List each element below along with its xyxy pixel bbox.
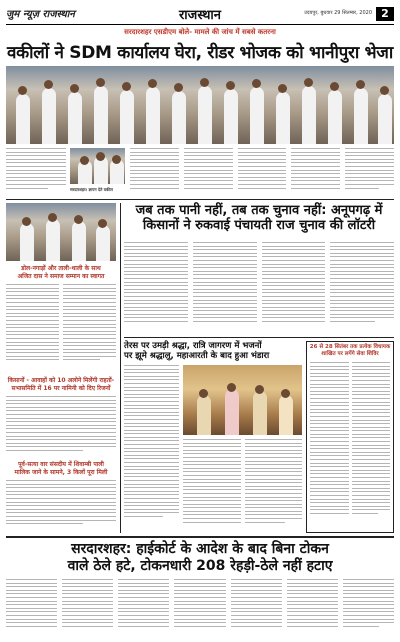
story3-body-left: [124, 365, 179, 533]
left-headline-3: [6, 461, 116, 476]
left-top-photo: [6, 203, 116, 261]
right-box-headline-line-1: 26 से 28 सितंबर तक प्रत्येक विधायक: [309, 344, 391, 350]
left-column-rule: [120, 203, 121, 533]
story-divider: [124, 337, 394, 338]
story3-headline: [124, 341, 302, 361]
lead-body-col-1: [6, 148, 66, 196]
left-body-3: [6, 480, 116, 530]
lead-inset-photo: [70, 148, 125, 184]
left-headline-3-line-2: मालिक जाने के सामने, 3 किलों पूरा मिली: [14, 468, 108, 476]
story3-headline-line-2: पर झूमे श्रद्धालु, महाआरती के बाद हुआ भंडारा: [124, 351, 270, 361]
left-body-2: [6, 396, 116, 456]
left-headline-1-line-1: डोल-नगाड़ों और ताली-थाली के साथ: [21, 265, 101, 272]
story4-body: [6, 579, 394, 634]
lead-headline: वकीलों ने SDM कार्यालय घेरा, रीडर भोजक को भानीपुरा भेजा: [6, 43, 394, 63]
left-headline-1: [6, 265, 116, 280]
story2-headline-line-2: किसानों ने रुकवाई पंचायती राज चुनाव की लॉटरी: [142, 218, 376, 233]
lead-photo-caption: सरदारशहर। ज्ञापन देते वकील: [70, 187, 113, 192]
brand-logo: जुम न्यूज़ राजस्थान: [6, 9, 75, 20]
left-headline-2: [6, 377, 116, 392]
right-news-box: [306, 341, 394, 533]
newspaper-page: [6, 6, 394, 636]
left-headline-1-line-2: अजित दास ने समाज सम्मान का स्वागत: [17, 272, 105, 280]
story3-headline-line-1: तेरस पर उमड़ी श्रद्धा, रात्रि जागरण में भजनों: [124, 341, 262, 351]
story2-headline-line-1: जब तक पानी नहीं, तब तक चुनाव नहीं: अनूपगढ़ में: [135, 203, 383, 218]
story3-photo: [183, 365, 302, 435]
lead-photo: [6, 66, 394, 144]
right-box-headline: [309, 344, 391, 358]
page-number: 2: [376, 7, 394, 21]
left-body-1: [6, 284, 116, 372]
right-box-body: [310, 362, 390, 530]
story4-headline-line-1: सरदारशहर: हाईकोर्ट के आदेश के बाद बिना टोकन: [71, 541, 329, 557]
left-headline-3-line-1: पूर्व-सत्या वार संसदीय में शिवाम्बी पाली: [18, 461, 104, 468]
bottom-divider: [6, 536, 394, 538]
lead-body-col-2: [130, 148, 394, 196]
masthead-rule: [6, 24, 394, 25]
lead-kicker: सरदारशहर एसडीएम बोले- मामले की जांच में सबसे कतरना: [124, 28, 276, 36]
left-headline-2-line-1: किसानों - आवाहों को 10 अलोने मिलेंगी राहतों-: [7, 377, 115, 384]
story3-body-right: [183, 439, 302, 533]
story2-body: [124, 242, 394, 334]
story4-headline-line-2: वाले ठेले हटे, टोकनधारी 208 रेहड़ी-ठेले नहीं हटाए: [67, 558, 333, 574]
story2-headline: [124, 203, 394, 233]
section-title: राजस्थान: [178, 8, 222, 23]
right-box-headline-line-2: शाखित पर लगेंगे सेवा शिविर: [321, 351, 379, 357]
dateline: उदयपुर, बुधवार 29 सितम्बर, 2020: [304, 10, 372, 16]
story4-headline: [6, 541, 394, 575]
left-headline-2-line-2: सभासमिति में 16 पर नामिनी को दिए रिजनों: [11, 384, 111, 392]
section-divider: [6, 199, 394, 200]
